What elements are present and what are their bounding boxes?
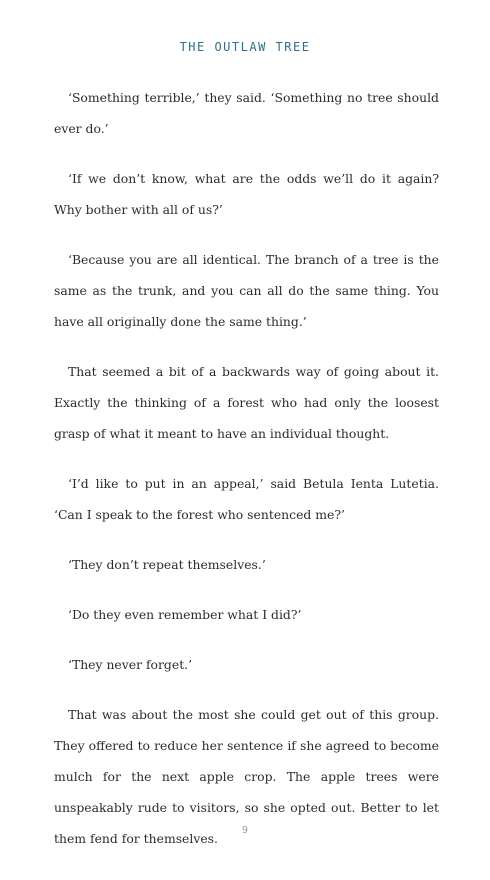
paragraph: ‘They don’t repeat themselves.’: [68, 557, 266, 572]
paragraph: ‘Something terrible,’ they said. ‘Something no tree should ever do.’: [54, 90, 439, 136]
paragraph: That seemed a bit of a backwards way of going about it. Exactly the thinking of a forest who had only the loosest grasp of what it meant to have an individual thought.: [54, 364, 439, 441]
paragraph: ‘If we don’t know, what are the odds we’ll do it again? Why bother with all of us?’: [54, 171, 439, 217]
paragraph: ‘I’d like to put in an appeal,’ said Betula Ienta Lutetia. ‘Can I speak to the forest who sentenced me?’: [54, 476, 439, 522]
running-title: THE OUTLAW TREE: [179, 40, 311, 54]
paragraph: That was about the most she could get out of this group. They offered to reduce her sentence if she agreed to become mulch for the next apple crop. The apple trees were unspeakably rude to visitors, so she opted out. Better to let them fend for themselves.: [54, 707, 439, 846]
page-number: 9: [241, 825, 249, 836]
paragraph: ‘Do they even remember what I did?’: [68, 607, 302, 622]
paragraph: ‘They never forget.’: [68, 657, 193, 672]
body-text: [54, 82, 439, 873]
paragraph: ‘Because you are all identical. The branch of a tree is the same as the trunk, and you can all do the same thing. You have all originally done the same thing.’: [54, 252, 439, 329]
